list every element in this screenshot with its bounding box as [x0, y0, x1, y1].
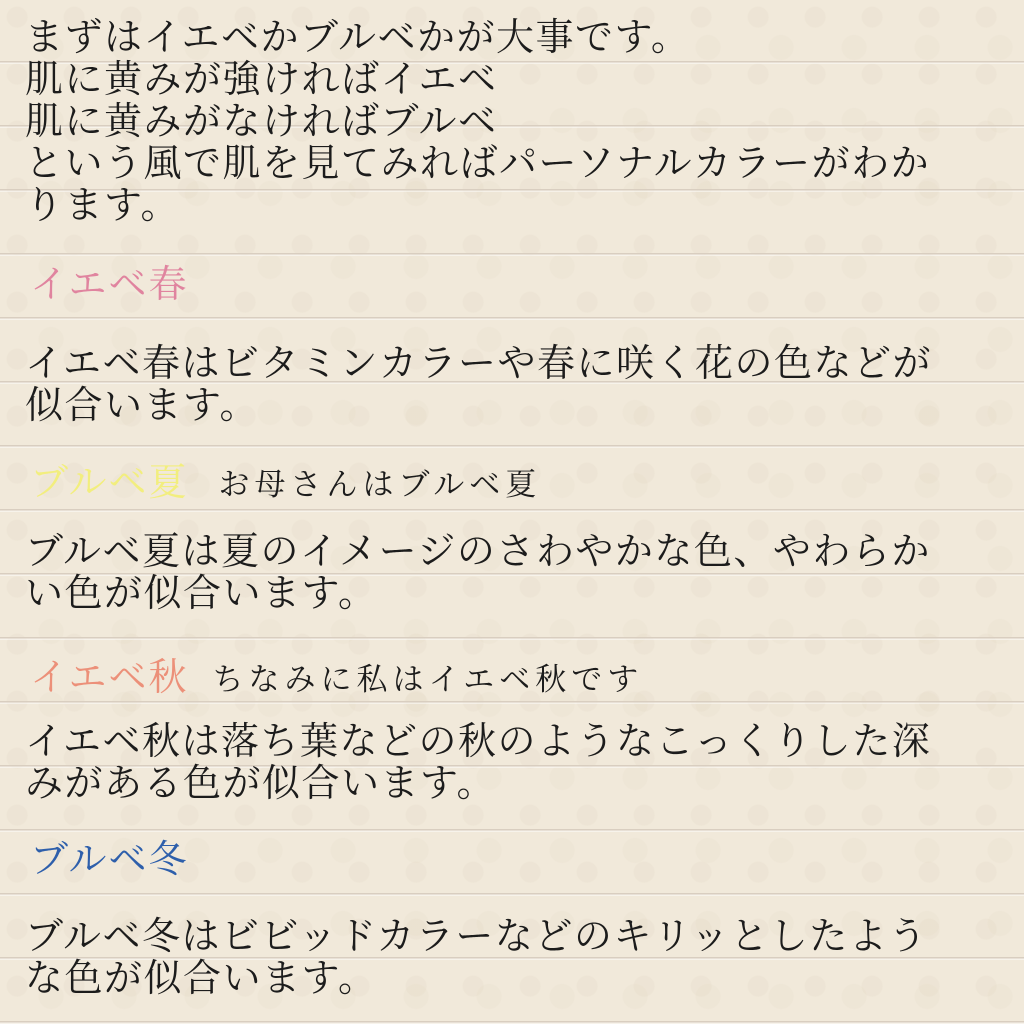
intro-line: 肌に黄みがなければブルベ: [25, 99, 498, 143]
heading-yellow-base-autumn: イエベ秋: [30, 655, 189, 699]
section-spring-heading-row: [30, 263, 1020, 305]
section-summer-body: [25, 530, 1015, 614]
section-spring-body: [25, 342, 1015, 426]
section-summer-body-line: ブルベ夏は夏のイメージのさわやかな色、やわらか: [25, 529, 931, 573]
intro-line: という風で肌を見てみればパーソナルカラーがわか: [25, 141, 931, 185]
section-autumn-body-line: みがある色が似合います。: [25, 761, 496, 805]
intro-line: 肌に黄みが強ければイエベ: [25, 57, 498, 101]
intro-line: まずはイエベかブルベかが大事です。: [25, 15, 691, 59]
heading-blue-base-winter: ブルベ冬: [30, 837, 189, 881]
section-winter-body-line: ブルベ冬はビビッドカラーなどのキリッとしたよう: [25, 914, 928, 958]
section-spring-body-line: イエベ春はビタミンカラーや春に咲く花の色などが: [25, 341, 932, 385]
section-spring-body-line: 似合います。: [25, 383, 259, 427]
summer-note: お母さんはブルベ夏: [218, 467, 542, 503]
section-summer-body-line: い色が似合います。: [25, 571, 378, 615]
section-winter-body-line: な色が似合います。: [25, 956, 378, 1000]
intro-line: ります。: [25, 183, 180, 227]
intro-paragraph: [25, 16, 1015, 226]
section-autumn-heading-row: [30, 654, 1020, 699]
heading-yellow-base-spring: イエベ春: [30, 262, 189, 306]
autumn-note: ちなみに私はイエベ秋です: [212, 662, 644, 698]
section-winter-heading-row: [30, 838, 1020, 880]
section-autumn-body: [25, 720, 1015, 804]
section-autumn-body-line: イエベ秋は落ち葉などの秋のようなこっくりした深: [25, 719, 932, 763]
heading-blue-base-summer: ブルベ夏: [30, 460, 189, 504]
section-winter-body: [25, 915, 1015, 999]
section-summer-heading-row: [30, 459, 1020, 504]
